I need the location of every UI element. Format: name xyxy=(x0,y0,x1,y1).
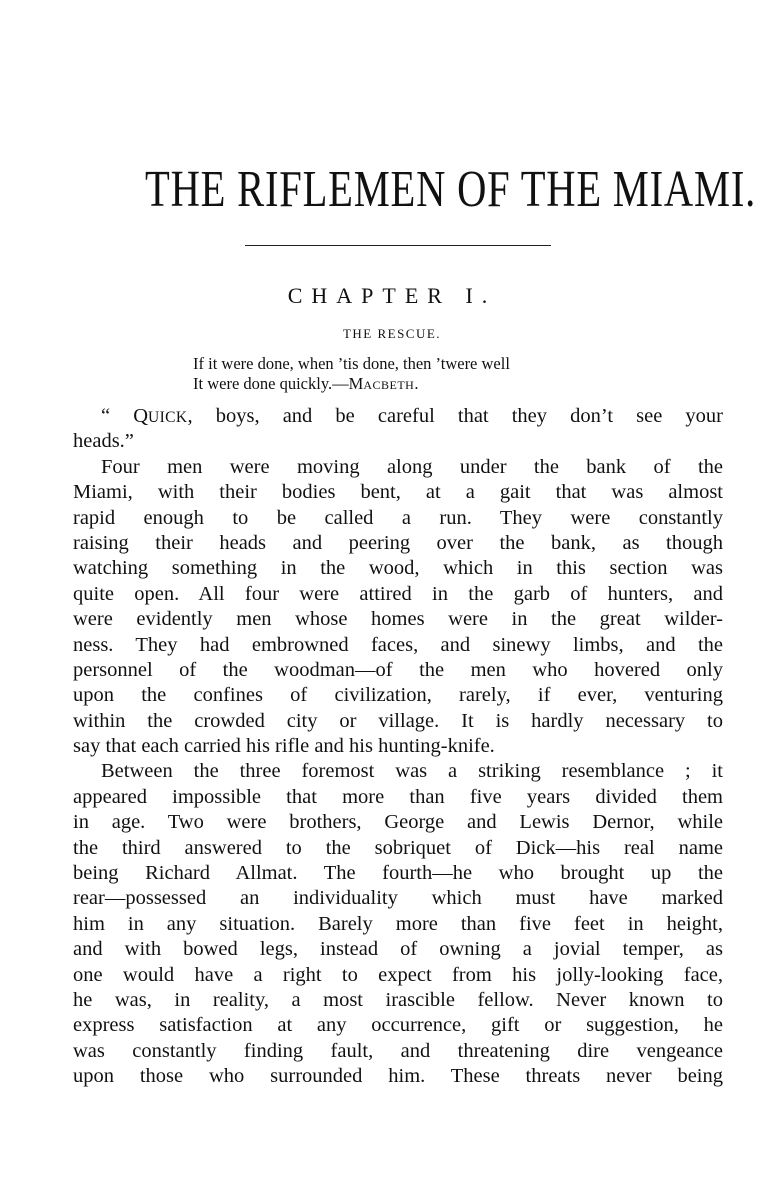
text-line: say that each carried his rifle and his hunting-knife. xyxy=(73,735,495,758)
text-line: ness. They had embrowned faces, and sinewy limbs, and the xyxy=(73,633,723,656)
opening-word-smallcaps: UICK xyxy=(148,409,188,426)
epigraph-line-2-end: . xyxy=(414,374,419,393)
text-line: Miami, with their bodies bent, at a gait that was almost xyxy=(73,481,723,504)
text-line: upon those who surrounded him. These threats never being xyxy=(73,1065,723,1088)
text-line: express satisfaction at any occurrence, gift or suggestion, he xyxy=(73,1014,723,1037)
title-rule xyxy=(245,245,551,246)
epigraph-attribution: ACBETH xyxy=(363,378,415,392)
text-line: and with bowed legs, instead of owning a jovial temper, as xyxy=(73,938,723,961)
text-line: were evidently men whose homes were in the great wilder- xyxy=(73,608,723,631)
opening-line-rest: , boys, and be careful that they don’t see your xyxy=(187,405,723,427)
epigraph-line-2 xyxy=(193,374,673,395)
text-line xyxy=(73,404,723,429)
text-line: one would have a right to expect from his jolly-looking face, xyxy=(73,963,723,986)
chapter-heading: CHAPTER I. xyxy=(287,283,497,308)
text-line: raising their heads and peering over the bank, as though xyxy=(73,531,723,554)
body-text xyxy=(73,404,723,1090)
text-line: heads.” xyxy=(73,430,134,453)
text-line: appeared impossible that more than five years divided them xyxy=(73,785,723,808)
text-line: being Richard Allmat. The fourth—he who brought up the xyxy=(73,862,723,885)
text-line: the third answered to the sobriquet of Dick—his real name xyxy=(73,836,723,859)
text-line: in age. Two were brothers, George and Lewis Dernor, while xyxy=(73,811,723,834)
text-line: watching something in the wood, which in this section was xyxy=(73,557,723,580)
chapter-title: THE RESCUE. xyxy=(342,326,442,341)
text-line: upon the confines of civilization, rarely, if ever, venturing xyxy=(73,684,723,707)
text-line: him in any situation. Barely more than five feet in height, xyxy=(73,912,723,935)
text-line: within the crowded city or village. It is hardly necessary to xyxy=(73,709,723,732)
text-line: Between the three foremost was a striking resemblance ; it xyxy=(101,760,723,783)
text-line: rapid enough to be called a run. They were constantly xyxy=(73,506,723,529)
text-line: quite open. All four were attired in the garb of hunters, and xyxy=(73,582,723,605)
text-line: rear—possessed an individuality which must have marked xyxy=(73,887,723,910)
book-title: THE RIFLEMEN OF THE MIAMI. xyxy=(145,161,757,218)
text-line: was constantly finding fault, and threatening dire vengeance xyxy=(73,1039,723,1062)
epigraph-line-2-text: It were done quickly.—M xyxy=(193,374,364,393)
epigraph xyxy=(193,354,673,395)
text-line: Four men were moving along under the bank of the xyxy=(101,455,723,478)
opening-quote: “ Q xyxy=(101,405,149,427)
text-line: personnel of the woodman—of the men who hovered only xyxy=(73,658,723,681)
text-line: he was, in reality, a most irascible fellow. Never known to xyxy=(73,988,723,1011)
epigraph-line-1: If it were done, when ’tis done, then ’twere well xyxy=(193,354,510,373)
